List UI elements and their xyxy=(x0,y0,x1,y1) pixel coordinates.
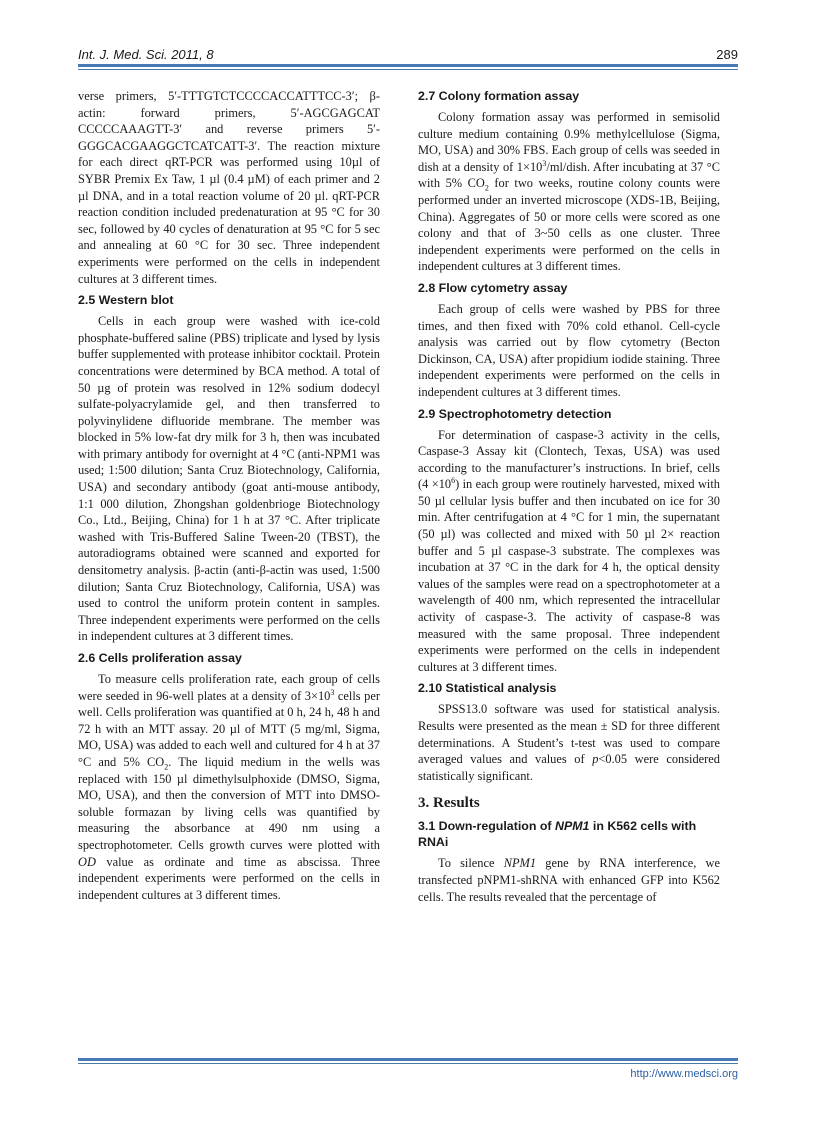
journal-url[interactable]: http://www.medsci.org xyxy=(630,1068,738,1080)
paragraph-primers: verse primers, 5′-TTTGTCTCCCCACCATTTCC-3′; β-actin: forward primers, 5′-AGCGAGCAT CCCCCAAAGTT-3′ and reverse primers 5′-GGGCACGAAGGCTCATCATT-3′. The reaction mixture for each direct qRT-PCR was performed using 10µl of SYBR Premix Ex Taw, 1 µl (0.4 µM) of each primer and 2 µl DNA, and in a total reaction volume of 20 µl. qRT-PCR reaction condition included predenaturation at 95 °C for 30 sec, followed by 40 cycles of denaturation at 95 °C for 5 sec and annealing at 60 °C for 30 sec. Three independent experiments were performed on the cells in independent cultures at 3 different times. xyxy=(78,89,380,286)
paragraph-spectrophotometry: For determination of caspase-3 activity in the cells, Caspase-3 Assay kit (Clontech, Texas, USA) was used according to the manufacturer’s instructions. In brief, cells $(4 \times 10^6)$ in each group were routinely harvested, mixed with 50 µl cellular lysis buffer and then incubated on ice for 30 min. After centrifugation at 4 °C for 1 min, the supernatant (50 µl) was collected and mixed with 50 µl 2× reaction buffer and 5 µl caspase-3 substrate. The complexes was incubation at 37 °C in the dark for 4 h, the optical density values of the samples were read on a spectrophotometer at a wavelength of 400 nm, which represented the intracellular activity of caspase-3. The activity of caspase-8 was measured with the same proposal. Three independent experiments were performed on the cells in independent cultures at 3 different times. xyxy=(418,427,720,674)
heading-colony-formation: 2.7 Colony formation assay xyxy=(418,89,580,103)
paragraph-npm1-downregulation: To silence NPM1 gene by RNA interference, we transfected pNPM1-shRNA with enhanced GFP into K562 cells. The results revealed that the percentage of xyxy=(418,856,720,904)
footer-rule xyxy=(78,1058,738,1064)
paragraph-statistical-analysis: SPSS13.0 software was used for statistical analysis. Results were presented as the mean ± SD for three different determinations. A Student’s t-test was used to compare averaged values and values of p<0.05 were considered statistically significant. xyxy=(418,702,720,783)
heading-flow-cytometry: 2.8 Flow cytometry assay xyxy=(418,280,568,295)
journal-citation: Int. J. Med. Sci. 2011, 8 xyxy=(78,47,214,62)
heading-western-blot: 2.5 Western blot xyxy=(78,293,174,308)
right-column xyxy=(418,88,720,905)
heading-statistical-analysis: 2.10 Statistical analysis xyxy=(418,681,557,696)
heading-spectrophotometry: 2.9 Spectrophotometry detection xyxy=(418,406,612,421)
heading-npm1-downregulation: 3.1 Down-regulation of NPM1 in K562 cells with RNAi xyxy=(418,819,697,850)
paragraph-colony-formation: Colony formation assay was performed in semisolid culture medium containing 0.9% methylcellulose (Sigma, MO, USA) and 30% FBS. Each group of cells was seeded in dish at a density of $1\times 10^3/ml$/dish. After incubating at 37 °C with 5% $CO_2$ for two weeks, routine colony counts were performed under an inverted microscope (XDS-1B, Beijing, China). Aggregates of 50 or more cells were scored as one colony and that of 3~50 cells as one cluster. Three independent experiments were performed on the cells in independent cultures at 3 different times. xyxy=(418,110,720,274)
page-number: 289 xyxy=(716,47,738,62)
paragraph-western-blot: Cells in each group were washed with ice-cold phosphate-buffered saline (PBS) triplicate and lysed by lysis buffer supplemented with protease inhibitor cocktail. Protein concentrations were determined by BCA method. A total of 50 µg of protein was resolved in 12% sodium dodecyl sulfate-polyacrylamide gel, and then transferred to polyvinylidene difluoride membrane. The member was blocked in 5% low-fat dry milk for 3 h, then was incubated with primary antibody for overnight at 4 °C (anti-NPM1 was used; 1:500 dilution; Santa Cruz Biotechnology, California, USA) and secondary antibody (goat anti-mouse antibody, 1:1 000 dilution, Zhongshan goldenbrioge Biotechnology Co., Ltd., Beijing, China) for 1 h at 37 °C. After triplicate washed with Tris-Buffered Saline Tween-20 (TBST), the autoradiograms obtained were scanned and exported for densitometry analysis. β-actin (anti-β-actin was used, 1:500 dilution; Santa Cruz Biotechnology, California, USA) was used to control the uniform protein content in samples. Three independent experiments were performed on the cells in independent cultures at 3 different times. xyxy=(78,314,380,644)
heading-results: 3. Results xyxy=(418,795,480,812)
paragraph-flow-cytometry: Each group of cells were washed by PBS for three times, and then fixed with 70% cold ethanol. Cell-cycle analysis was carried out by flow cytometry (Becton Dickinson, CA, USA) after propidium iodide staining. Three independent experiments were performed on the cells in independent cultures at 3 different times. xyxy=(418,301,720,399)
header-rule xyxy=(78,64,738,70)
left-column xyxy=(78,88,380,903)
heading-proliferation-assay: 2.6 Cells proliferation assay xyxy=(78,651,242,665)
paragraph-proliferation-assay: To measure cells proliferation rate, each group of cells were seeded in 96-well plates at a density of $3\times 10^3$ cells per well. Cells proliferation was quantified at 0 h, 24 h, 48 h and 72 h with an MTT assay. 20 µl of MTT (5 mg/ml, Sigma, MO, USA) was added to each well and cultured for 4 h at 37 °C and 5% $CO_2$. The liquid medium in the wells was replaced with 150 µl dimethylsulphoxide (DMSO, Sigma, MO, USA), and then the conversion of MTT into DMSO-soluble formazan by living cells was quantified by measuring the absorbance at 490 nm using a spectrophotometer. Cells growth curves were plotted with OD value as ordinate and time as abscissa. Three independent experiments were performed on the cells in independent cultures at 3 different times. xyxy=(78,672,380,902)
running-header xyxy=(78,47,738,65)
